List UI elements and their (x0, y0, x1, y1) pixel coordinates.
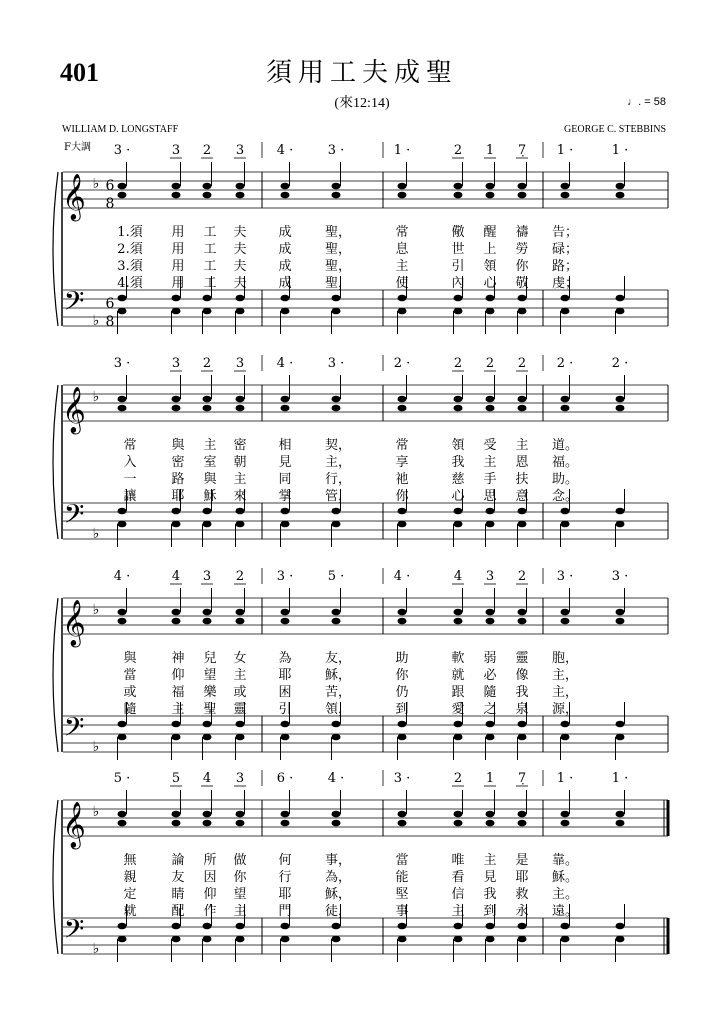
lyric-syllable: 用 (171, 242, 185, 257)
jianpu-note: 7̣ (517, 143, 527, 158)
jianpu-note: 1 · (556, 771, 574, 786)
jianpu-note: 2 · (556, 356, 574, 371)
brace (53, 385, 58, 539)
jianpu-note: 4 · (276, 356, 294, 371)
lyric-syllable: 常 (123, 438, 137, 453)
lyric-syllable: 福。 (551, 455, 579, 470)
lyric-syllable: 靠。 (551, 853, 579, 868)
key-signature-label: F大調 (64, 142, 91, 153)
jianpu-note: 7̣ (517, 771, 527, 786)
jianpu-note: 3 (171, 356, 181, 371)
system-2 (53, 355, 668, 547)
lyric-syllable: 夫 (233, 259, 247, 274)
lyric-syllable: 受 (483, 438, 497, 453)
time-sig-top: 6 (105, 178, 115, 194)
lyric-syllable: 扶 (515, 472, 529, 487)
bass-clef: 𝄢 (63, 711, 85, 749)
jianpu-note: 3 · (113, 143, 131, 158)
lyric-syllable: 勞 (515, 242, 529, 257)
lyric-syllable: 愛 (451, 702, 465, 717)
lyric-syllable: 主 (483, 455, 497, 470)
lyric-syllable: 慈 (451, 472, 465, 487)
lyric-syllable: 耶 (515, 870, 529, 885)
bass-clef: 𝄢 (63, 913, 85, 951)
lyric-syllable: 見 (278, 455, 292, 470)
lyric-syllable: 行 (278, 870, 292, 885)
lyric-syllable: 世 (451, 242, 465, 257)
jianpu-note: 2 (202, 143, 212, 158)
lyric-syllable: 行， (324, 472, 352, 487)
lyric-syllable: 就 (451, 668, 465, 683)
lyric-syllable: 友， (324, 651, 352, 666)
lyric-syllable: 念。 (551, 489, 579, 504)
flat-sign: ♭ (92, 526, 100, 542)
lyric-syllable: 主 (451, 904, 465, 919)
lyric-syllable: 一 (123, 472, 137, 487)
verse-line-3 (123, 684, 578, 700)
lyric-syllable: 1.須 (117, 225, 143, 240)
lyric-syllable: 常 (395, 225, 409, 240)
jianpu-note: 3 · (327, 143, 345, 158)
jianpu-note: 2 (453, 143, 463, 158)
bass-staff (63, 285, 668, 330)
lyric-syllable: 穌。 (551, 870, 579, 885)
lyric-syllable: 主 (395, 259, 409, 274)
flat-sign: ♭ (92, 602, 100, 618)
lyric-syllable: 契， (324, 438, 352, 453)
jianpu-note: 3 (235, 771, 245, 786)
jianpu-note: 3 · (327, 356, 345, 371)
lyric-syllable: 成 (278, 259, 292, 274)
brace (53, 800, 58, 954)
lyric-syllable: 我 (451, 455, 465, 470)
jianpu-note: 1 (485, 143, 495, 158)
lyric-syllable: 配 (171, 904, 185, 919)
lyric-syllable: 主 (203, 438, 217, 453)
bass-staff (63, 498, 668, 542)
jianpu-note: 1 · (611, 771, 629, 786)
lyric-syllable: 工 (203, 276, 217, 291)
verse-line-1 (117, 224, 578, 240)
lyric-syllable: 困 (278, 685, 292, 700)
lyric-syllable: 成 (278, 225, 292, 240)
lyric-syllable: 像 (515, 668, 529, 683)
jianpu-note: 3 · (556, 569, 574, 584)
lyric-syllable: 領， (324, 702, 352, 717)
system-1 (53, 142, 668, 334)
lyric-syllable: 我 (515, 685, 529, 700)
flat-sign: ♭ (92, 313, 100, 329)
lyricist-credit: WILLIAM D. LONGSTAFF (62, 124, 179, 135)
jianpu-note: 5 (171, 771, 181, 786)
lyric-syllable: 祂 (395, 472, 409, 487)
lyric-syllable: 主， (551, 668, 579, 683)
lyric-syllable: 望 (233, 887, 247, 902)
lyric-syllable: 工 (203, 225, 217, 240)
jianpu-note: 2 (517, 356, 527, 371)
lyric-syllable: 路 (171, 472, 185, 487)
lyric-syllable: 能 (395, 870, 409, 885)
jianpu-note: 1 (485, 771, 495, 786)
lyric-syllable: 福 (171, 685, 185, 700)
jianpu-note: 2 (453, 356, 463, 371)
lyric-syllable: 信 (451, 887, 465, 902)
lyric-syllable: 門 (278, 904, 292, 919)
lyric-syllable: 使 (395, 276, 409, 291)
lyric-syllable: 夫 (233, 225, 247, 240)
lyric-syllable: 聖， (324, 259, 352, 274)
lyric-syllable: 管， (324, 489, 352, 504)
lyric-syllable: 助 (395, 651, 409, 666)
brace (53, 598, 58, 752)
lyric-syllable: 親 (123, 870, 137, 885)
time-sig-top: 6 (105, 296, 115, 312)
lyric-syllable: 必 (483, 668, 497, 683)
verse-line-3 (123, 886, 578, 902)
verse-line-1 (123, 437, 578, 453)
lyric-syllable: 何 (278, 853, 292, 868)
verse-line-2 (117, 241, 578, 257)
lyric-syllable: 道。 (551, 438, 579, 453)
brace (53, 172, 58, 326)
composer-credit: GEORGE C. STEBBINS (564, 124, 666, 135)
jianpu-note: 4 (171, 569, 181, 584)
jianpu-note: 4 (453, 569, 463, 584)
lyric-syllable: 主 (483, 853, 497, 868)
hymn-number: 401 (60, 58, 99, 87)
scripture-reference: (來12:14) (334, 96, 390, 111)
jianpu-note: 1 · (611, 143, 629, 158)
jianpu-note: 2 (485, 356, 495, 371)
jianpu-note: 2 (235, 569, 245, 584)
lyric-syllable: 引 (451, 259, 465, 274)
flat-sign: ♭ (92, 941, 100, 957)
lyric-syllable: 兒 (203, 651, 217, 666)
verse-line-2 (123, 869, 578, 885)
lyric-syllable: 穌 (203, 489, 217, 504)
lyric-syllable: 做 (233, 853, 247, 868)
lyric-syllable: 用 (171, 259, 185, 274)
verse-line-4 (117, 275, 578, 291)
lyrics (123, 437, 578, 504)
lyric-syllable: 4.須 (117, 276, 143, 291)
lyric-syllable: 胞， (551, 651, 579, 666)
lyric-syllable: 2.須 (117, 242, 143, 257)
lyric-syllable: 相 (278, 438, 292, 453)
lyric-syllable: 與 (203, 472, 217, 487)
jianpu-note: 2 (517, 569, 527, 584)
lyrics (123, 852, 578, 919)
lyric-syllable: 軟 (451, 651, 465, 666)
lyric-syllable: 內 (451, 276, 465, 291)
lyric-syllable: 儆 (451, 225, 465, 240)
lyric-syllable: 穌， (324, 887, 352, 902)
lyric-syllable: 仰 (203, 887, 217, 902)
verse-line-4 (123, 701, 578, 717)
bass-clef: 𝄢 (63, 498, 85, 536)
lyric-syllable: 3.須 (117, 259, 143, 274)
jianpu-note: 3 · (393, 771, 411, 786)
lyric-syllable: 常 (395, 438, 409, 453)
lyric-syllable: 心 (451, 489, 465, 504)
treble-staff (62, 172, 668, 222)
lyric-syllable: 室 (203, 455, 217, 470)
lyric-syllable: 穌， (324, 668, 352, 683)
lyric-syllable: 仍 (395, 685, 409, 700)
lyric-syllable: 主 (233, 668, 247, 683)
lyric-syllable: 成 (278, 242, 292, 257)
lyric-syllable: 主 (515, 438, 529, 453)
jianpu-note: 3 (171, 143, 181, 158)
jianpu-note: 3 (235, 356, 245, 371)
lyric-syllable: 意 (515, 489, 529, 504)
lyric-syllable: 成 (278, 276, 292, 291)
lyric-syllable: 跟 (451, 685, 465, 700)
system-4 (53, 770, 668, 962)
jianpu-note: 4 · (327, 771, 345, 786)
time-sig-bottom: 8 (105, 314, 115, 330)
flat-sign: ♭ (92, 804, 100, 820)
lyric-syllable: 你 (395, 489, 409, 504)
lyric-syllable: 主 (233, 904, 247, 919)
lyric-syllable: 入 (123, 455, 137, 470)
lyric-syllable: 你 (395, 668, 409, 683)
treble-clef: 𝄞 (62, 174, 86, 220)
lyric-syllable: 無 (123, 853, 137, 868)
lyric-syllable: 女 (233, 651, 247, 666)
lyric-syllable: 耶 (171, 489, 185, 504)
lyric-syllable: 你 (233, 870, 247, 885)
jianpu-note: 4 · (276, 143, 294, 158)
lyric-syllable: 密 (171, 455, 185, 470)
lyric-syllable: 因 (203, 870, 217, 885)
lyric-syllable: 到 (483, 904, 497, 919)
lyric-syllable: 主。 (551, 887, 579, 902)
jianpu-note: 2 · (393, 356, 411, 371)
lyric-syllable: 聖， (324, 276, 352, 291)
jianpu-note: 3 (202, 569, 212, 584)
system-3 (53, 568, 668, 760)
lyric-syllable: 看 (451, 870, 465, 885)
lyric-syllable: 救 (515, 887, 529, 902)
bass-staff (63, 913, 668, 957)
lyric-syllable: 遠。 (551, 904, 579, 919)
lyric-syllable: 作 (203, 904, 217, 919)
treble-clef: 𝄞 (62, 802, 86, 848)
jianpu-note: 6 · (276, 771, 294, 786)
lyric-syllable: 掌 (278, 489, 292, 504)
lyric-syllable: 告； (551, 225, 579, 240)
lyric-syllable: 主 (233, 472, 247, 487)
lyric-syllable: 同 (278, 472, 292, 487)
lyric-syllable: 隨 (483, 685, 497, 700)
lyric-syllable: 敬 (515, 276, 529, 291)
lyric-syllable: 神 (171, 651, 185, 666)
lyric-syllable: 就 (123, 904, 137, 919)
lyric-syllable: 夫 (233, 242, 247, 257)
lyric-syllable: 泉 (515, 702, 529, 717)
jianpu-note: 3 · (113, 356, 131, 371)
treble-staff (62, 598, 668, 648)
lyric-syllable: 主， (551, 685, 579, 700)
lyric-syllable: 工 (203, 259, 217, 274)
lyric-syllable: 當 (395, 853, 409, 868)
jianpu-note: 1 · (556, 143, 574, 158)
lyric-syllable: 或 (233, 685, 247, 700)
lyric-syllable: 定 (123, 887, 137, 902)
lyric-syllable: 讓 (123, 489, 137, 504)
lyric-syllable: 聖 (203, 702, 217, 717)
lyric-syllable: 所 (203, 853, 217, 868)
lyric-syllable: 用 (171, 225, 185, 240)
lyric-syllable: 主 (171, 702, 185, 717)
treble-staff (62, 800, 668, 850)
jianpu-note: 1 · (393, 143, 411, 158)
lyric-syllable: 你 (515, 259, 529, 274)
lyric-syllable: 堅 (395, 887, 409, 902)
jianpu-note: 4 (202, 771, 212, 786)
lyric-syllable: 上 (483, 242, 497, 257)
jianpu-note: 2 (202, 356, 212, 371)
jianpu-note: 3 (235, 143, 245, 158)
lyric-syllable: 唯 (451, 853, 465, 868)
flat-sign: ♭ (92, 739, 100, 755)
jianpu-note: 5 · (327, 569, 345, 584)
lyric-syllable: 耶 (278, 887, 292, 902)
lyric-syllable: 弱 (483, 651, 497, 666)
jianpu-note: 3 · (611, 569, 629, 584)
lyric-syllable: 是 (515, 853, 529, 868)
lyric-syllable: 耶 (278, 668, 292, 683)
jianpu-row (114, 142, 629, 158)
lyric-syllable: 領 (483, 259, 497, 274)
lyric-syllable: 夫 (233, 276, 247, 291)
lyrics (117, 224, 578, 291)
lyric-syllable: 思 (483, 489, 497, 504)
lyric-syllable: 醒 (483, 225, 497, 240)
lyric-syllable: 永 (515, 904, 529, 919)
lyric-syllable: 仰 (171, 668, 185, 683)
flat-sign: ♭ (92, 389, 100, 405)
lyric-syllable: 朝 (233, 455, 247, 470)
lyric-syllable: 領 (451, 438, 465, 453)
verse-line-1 (123, 852, 578, 868)
lyric-syllable: 與 (171, 438, 185, 453)
jianpu-note: 3 (485, 569, 495, 584)
jianpu-note: 3 · (276, 569, 294, 584)
lyric-syllable: 靈 (233, 702, 247, 717)
lyric-syllable: 樂 (203, 685, 217, 700)
lyric-syllable: 苦， (324, 685, 352, 700)
verse-line-3 (117, 258, 578, 274)
lyric-syllable: 手 (483, 472, 497, 487)
lyric-syllable: 到 (395, 702, 409, 717)
jianpu-note: 2 · (611, 356, 629, 371)
lyric-syllable: 隨 (123, 702, 137, 717)
treble-clef: 𝄞 (62, 387, 86, 433)
lyric-syllable: 事 (395, 904, 409, 919)
lyric-syllable: 與 (123, 651, 137, 666)
lyric-syllable: 為 (278, 651, 292, 666)
lyric-syllable: 引 (278, 702, 292, 717)
lyric-syllable: 工 (203, 242, 217, 257)
flat-sign: ♭ (92, 176, 100, 192)
treble-clef: 𝄞 (62, 600, 86, 646)
lyric-syllable: 或 (123, 685, 137, 700)
jianpu-row (114, 355, 629, 371)
jianpu-note: 4 · (393, 569, 411, 584)
lyric-syllable: 主， (324, 455, 352, 470)
lyric-syllable: 之 (483, 702, 497, 717)
lyric-syllable: 助。 (551, 472, 579, 487)
jianpu-note: 2 (453, 771, 463, 786)
lyric-syllable: 論 (171, 853, 185, 868)
jianpu-note: 5 · (113, 771, 131, 786)
lyric-syllable: 徒， (324, 904, 352, 919)
lyric-syllable: 事， (324, 853, 352, 868)
lyric-syllable: 虔； (551, 276, 579, 291)
lyric-syllable: 聖， (324, 242, 352, 257)
lyric-syllable: 路； (551, 259, 579, 274)
lyric-syllable: 聖， (324, 225, 352, 240)
lyric-syllable: 睛 (171, 887, 185, 902)
verse-line-4 (123, 488, 578, 504)
lyric-syllable: 用 (171, 276, 185, 291)
lyric-syllable: 恩 (515, 455, 529, 470)
verse-line-2 (123, 667, 578, 683)
verse-line-1 (123, 650, 578, 666)
lyric-syllable: 友 (171, 870, 185, 885)
lyric-syllable: 心 (483, 276, 497, 291)
lyric-syllable: 禱 (515, 225, 529, 240)
jianpu-row (114, 770, 629, 786)
verse-line-2 (123, 454, 578, 470)
verse-line-3 (123, 471, 578, 487)
lyrics (123, 650, 578, 717)
lyric-syllable: 靈 (515, 651, 529, 666)
lyric-syllable: 當 (123, 668, 137, 683)
jianpu-row (114, 568, 629, 584)
jianpu-note: 4 · (113, 569, 131, 584)
tempo-marking: ♩. = 58 (627, 96, 666, 108)
bass-staff (63, 711, 668, 755)
lyric-syllable: 來 (233, 489, 247, 504)
lyric-syllable: 享 (395, 455, 409, 470)
lyric-syllable: 為， (324, 870, 352, 885)
bass-clef: 𝄢 (63, 285, 85, 323)
lyric-syllable: 源， (551, 702, 579, 717)
hymn-title: 須用工夫成聖 (265, 58, 458, 88)
treble-staff (62, 385, 668, 435)
lyric-syllable: 我 (483, 887, 497, 902)
verse-line-4 (123, 903, 578, 919)
lyric-syllable: 碌； (551, 242, 579, 257)
time-sig-bottom: 8 (105, 196, 115, 212)
lyric-syllable: 望 (203, 668, 217, 683)
lyric-syllable: 密 (233, 438, 247, 453)
lyric-syllable: 息 (395, 242, 409, 257)
lyric-syllable: 見 (483, 870, 497, 885)
